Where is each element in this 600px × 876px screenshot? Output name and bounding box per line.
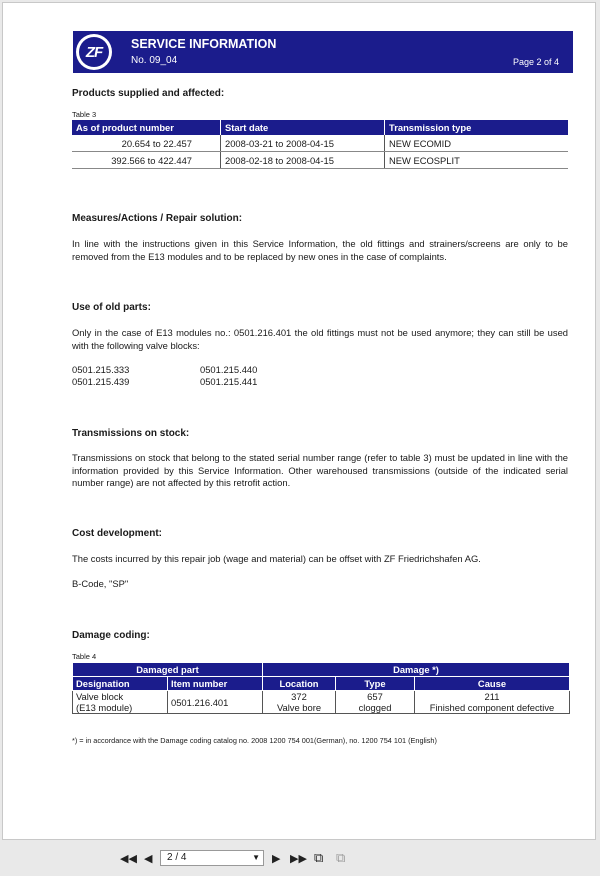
heading-damage: Damage coding: bbox=[72, 630, 150, 641]
damage-table bbox=[72, 662, 570, 714]
group-damaged-part: Damaged part bbox=[73, 663, 263, 677]
heading-stock: Transmissions on stock: bbox=[72, 428, 190, 439]
service-header bbox=[73, 31, 573, 73]
col-item-number: Item number bbox=[168, 677, 263, 691]
caption-table3: Table 3 bbox=[72, 110, 97, 119]
single-page-view-icon[interactable]: ⧉ bbox=[314, 850, 324, 865]
table-row: 20.654 to 22.457 2008-03-21 to 2008-04-15 NEW ECOMID bbox=[72, 135, 568, 152]
col-product-number: As of product number bbox=[72, 120, 221, 135]
old-parts-text: Only in the case of E13 modules no.: 0501.216.401 the old fittings must not be used anymore; they can still be used with the following valve blocks: bbox=[72, 327, 568, 351]
group-damage: Damage *) bbox=[263, 663, 570, 677]
col-start-date: Start date bbox=[221, 120, 385, 135]
last-page-icon[interactable]: ▶▶ bbox=[290, 853, 307, 865]
header-number: No. 09_04 bbox=[131, 55, 178, 66]
bcode-text: B-Code, "SP" bbox=[72, 578, 129, 589]
header-page: Page 2 of 4 bbox=[512, 57, 559, 67]
heading-old-parts: Use of old parts: bbox=[72, 302, 151, 313]
col-type: Type bbox=[336, 677, 415, 691]
cost-text: The costs incurred by this repair job (wage and material) can be offset with ZF Friedrichshafen AG. bbox=[72, 553, 481, 564]
heading-products: Products supplied and affected: bbox=[72, 88, 225, 99]
table-row: 392.566 to 422.447 2008-02-18 to 2008-04-15 NEW ECOSPLIT bbox=[72, 152, 568, 169]
next-page-icon[interactable]: ▶ bbox=[272, 853, 281, 865]
measures-text: In line with the instructions given in this Service Information, the old fittings and strainers/screens are only to be removed from the E13 modules and to be replaced by new ones in the case of complaints. bbox=[72, 238, 568, 262]
chevron-down-icon: ▼ bbox=[252, 853, 260, 862]
two-page-view-icon[interactable]: ⧉ bbox=[336, 850, 346, 865]
col-designation: Designation bbox=[73, 677, 168, 691]
previous-page-icon[interactable]: ◀ bbox=[144, 853, 153, 865]
valve-block-list-2: 0501.215.440 0501.215.441 bbox=[200, 364, 258, 387]
page-selector[interactable]: 2 / 4 ▼ bbox=[160, 850, 264, 866]
col-cause: Cause bbox=[415, 677, 570, 691]
caption-table4: Table 4 bbox=[72, 652, 97, 661]
zf-logo: ZF bbox=[76, 34, 112, 70]
first-page-icon[interactable]: ◀◀ bbox=[120, 853, 137, 865]
table-row: Valve block (E13 module) 0501.216.401 372 Valve bore 657 clogged 211 Finished component defective bbox=[73, 691, 570, 714]
footnote: *) = in accordance with the Damage coding catalog no. 2008 1200 754 001(German), no. 1200 754 101 (English) bbox=[72, 736, 437, 745]
col-location: Location bbox=[263, 677, 336, 691]
valve-block-list-1: 0501.215.333 0501.215.439 bbox=[72, 364, 130, 387]
viewer-toolbar bbox=[0, 844, 600, 876]
heading-measures: Measures/Actions / Repair solution: bbox=[72, 213, 243, 224]
header-title: SERVICE INFORMATION bbox=[131, 37, 277, 51]
heading-cost: Cost development: bbox=[72, 528, 163, 539]
stock-text: Transmissions on stock that belong to the stated serial number range (refer to table 3) must be updated in line with the information provided by this Service Information. Other warehoused transmissions (outside of the indicated serial number range) are not affected by this retrofit action. bbox=[72, 452, 568, 488]
col-transmission-type: Transmission type bbox=[385, 120, 569, 135]
products-table bbox=[72, 120, 568, 169]
